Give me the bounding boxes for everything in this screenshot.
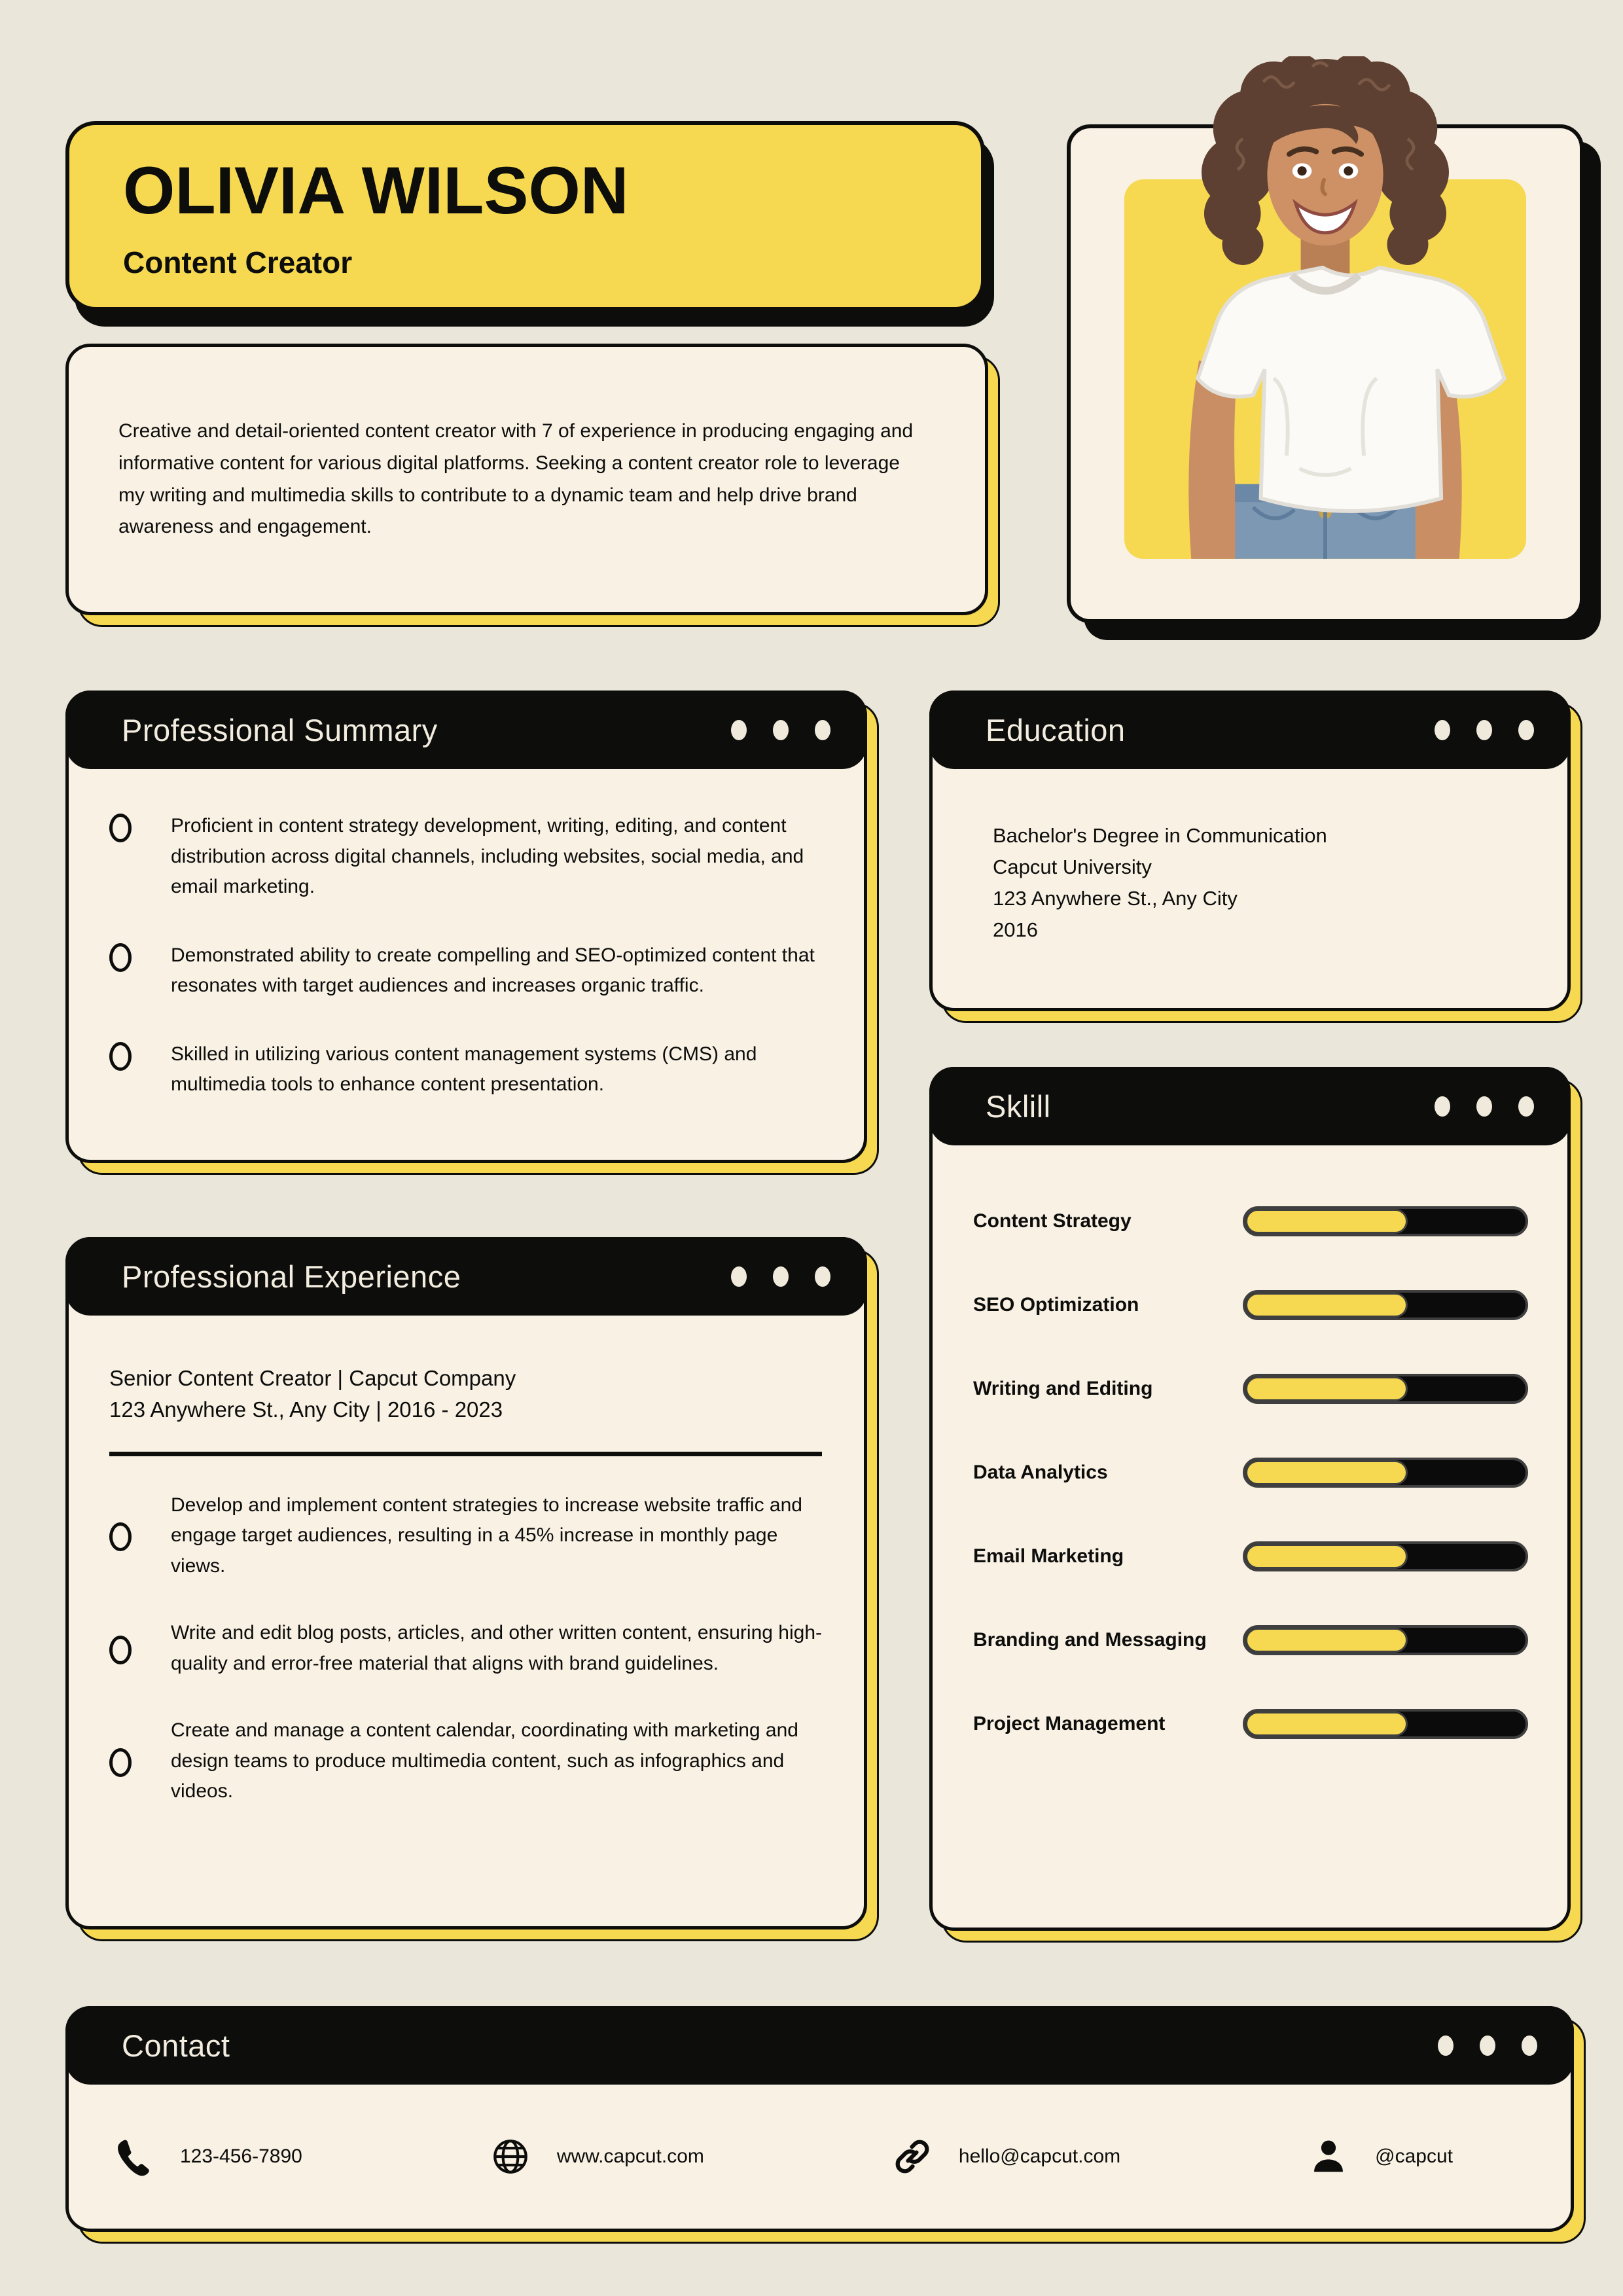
contact-item-social: [1308, 2136, 1453, 2177]
bullet-ring-icon: [109, 943, 132, 972]
education-degree: Bachelor's Degree in Communication: [993, 824, 1327, 847]
experience-bullet: [109, 1618, 822, 1679]
experience-role-line: Senior Content Creator | Capcut Company: [109, 1366, 516, 1390]
professional-experience-titlebar: [65, 1237, 867, 1316]
experience-bullet-text: Develop and implement content strategies to increase website traffic and engage target audiences, resulting in a 45% increase in monthly page views.: [171, 1494, 802, 1577]
skill-bar: [1243, 1374, 1528, 1404]
professional-experience-title: Professional Experience: [122, 1259, 461, 1294]
skill-label: Data Analytics: [973, 1462, 1108, 1483]
globe-icon: [490, 2136, 531, 2177]
window-dots: [1435, 1096, 1534, 1117]
skill-row: [973, 1347, 1528, 1431]
contact-titlebar: [65, 2006, 1574, 2085]
person-icon: [1308, 2136, 1349, 2177]
skill-label: Writing and Editing: [973, 1378, 1153, 1399]
window-dot: [815, 1266, 830, 1287]
experience-bullet-text: Write and edit blog posts, articles, and other written content, ensuring high-quality and error-free material that aligns with brand guidelines.: [171, 1622, 822, 1674]
window-dot: [773, 1266, 789, 1287]
skill-label: Branding and Messaging: [973, 1629, 1207, 1651]
window-dots: [1435, 720, 1534, 740]
window-dot: [731, 720, 747, 740]
window-dot: [1476, 720, 1492, 740]
summary-bullet-text: Skilled in utilizing various content management systems (CMS) and multimedia tools to enhance content presentation.: [171, 1043, 757, 1095]
window-dots: [731, 1266, 830, 1287]
intro-card: [65, 344, 988, 615]
window-dot: [1518, 1096, 1534, 1117]
skill-fill: [1245, 1209, 1408, 1234]
window-dot: [1522, 2036, 1537, 2056]
contact-social-text: @capcut: [1375, 2145, 1453, 2167]
skills-title: Sklill: [986, 1088, 1051, 1124]
bullet-ring-icon: [109, 1042, 132, 1071]
experience-bullet: [109, 1715, 822, 1807]
skill-label: Content Strategy: [973, 1210, 1132, 1232]
intro-text: Creative and detail-oriented content creator with 7 of experience in producing engaging and informative content for various digital platforms. Seeking a content creator role to leverage my writing and multimedia skills to contribute to a dynamic team and help drive brand awareness and engagement.: [118, 420, 914, 538]
experience-bullet: [109, 1490, 822, 1582]
contact-item-email: [892, 2136, 1120, 2177]
education-title: Education: [986, 712, 1126, 747]
skill-bar: [1243, 1206, 1528, 1236]
professional-summary-titlebar: [65, 691, 867, 769]
skill-row: [973, 1431, 1528, 1515]
contact-item-phone: [113, 2136, 302, 2177]
skill-fill: [1245, 1544, 1408, 1569]
window-dot: [1476, 1096, 1492, 1117]
skill-row: [973, 1515, 1528, 1598]
bullet-ring-icon: [109, 1636, 132, 1664]
person-name: OLIVIA WILSON: [123, 152, 629, 228]
contact-phone-text: 123-456-7890: [180, 2145, 302, 2167]
window-dot: [1435, 1096, 1450, 1117]
experience-meta-line: 123 Anywhere St., Any City | 2016 - 2023: [109, 1397, 503, 1422]
window-dot: [773, 720, 789, 740]
professional-summary-card: [65, 691, 867, 1163]
skill-bar: [1243, 1290, 1528, 1320]
window-dots: [1438, 2036, 1537, 2056]
divider: [109, 1452, 822, 1456]
bullet-ring-icon: [109, 814, 132, 842]
education-school: Capcut University: [993, 855, 1152, 878]
window-dot: [731, 1266, 747, 1287]
skills-card: [929, 1067, 1571, 1931]
experience-bullet-text: Create and manage a content calendar, coordinating with marketing and design teams to produce multimedia content, such as infographics and videos.: [171, 1719, 798, 1803]
summary-bullet: [109, 941, 818, 1001]
skill-fill: [1245, 1376, 1408, 1401]
skill-label: Email Marketing: [973, 1545, 1124, 1567]
professional-summary-title: Professional Summary: [122, 712, 438, 747]
skill-fill: [1245, 1712, 1408, 1736]
skill-fill: [1245, 1628, 1408, 1653]
link-icon: [892, 2136, 933, 2177]
person-role: Content Creator: [123, 245, 353, 279]
contact-item-website: [490, 2136, 704, 2177]
education-titlebar: [929, 691, 1571, 769]
window-dot: [1518, 720, 1534, 740]
education-card: [929, 691, 1571, 1011]
professional-experience-card: [65, 1237, 867, 1929]
contact-card: [65, 2006, 1574, 2232]
skills-titlebar: [929, 1067, 1571, 1145]
window-dot: [1438, 2036, 1454, 2056]
skill-row: [973, 1179, 1528, 1263]
summary-bullet-text: Demonstrated ability to create compelling and SEO-optimized content that resonates with target audiences and increases organic traffic.: [171, 944, 815, 996]
skill-fill: [1245, 1293, 1408, 1318]
phone-icon: [113, 2136, 154, 2177]
contact-title: Contact: [122, 2028, 230, 2063]
skill-row: [973, 1263, 1528, 1347]
skill-row: [973, 1598, 1528, 1682]
skill-label: Project Management: [973, 1713, 1166, 1734]
bullet-ring-icon: [109, 1522, 132, 1551]
skill-row: [973, 1682, 1528, 1766]
skill-fill: [1245, 1460, 1408, 1485]
summary-bullet-text: Proficient in content strategy development, writing, editing, and content distribution across digital channels, including websites, social media, and email marketing.: [171, 815, 804, 897]
photo-card: [1067, 124, 1584, 623]
portrait-photo: [1119, 56, 1531, 559]
skill-bar: [1243, 1625, 1528, 1655]
name-banner: [65, 121, 985, 311]
education-address: 123 Anywhere St., Any City: [993, 887, 1238, 910]
education-year: 2016: [993, 918, 1038, 941]
skill-label: SEO Optimization: [973, 1294, 1139, 1316]
contact-email-text: hello@capcut.com: [958, 2145, 1121, 2167]
skill-bar: [1243, 1709, 1528, 1739]
window-dots: [731, 720, 830, 740]
skill-bar: [1243, 1458, 1528, 1488]
window-dot: [1480, 2036, 1495, 2056]
window-dot: [1435, 720, 1450, 740]
skill-bar: [1243, 1541, 1528, 1571]
contact-website-text: www.capcut.com: [556, 2145, 704, 2167]
summary-bullet: [109, 811, 818, 903]
bullet-ring-icon: [109, 1748, 132, 1777]
window-dot: [815, 720, 830, 740]
summary-bullet: [109, 1039, 818, 1100]
